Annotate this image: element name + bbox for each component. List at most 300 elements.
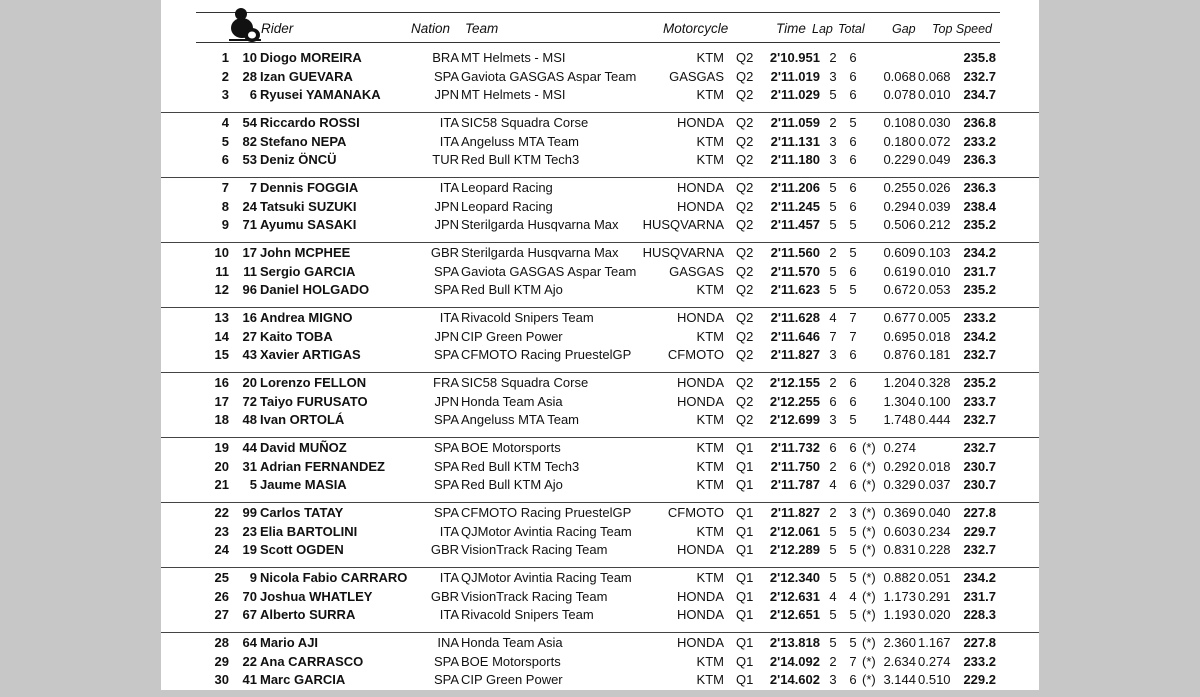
q1-marker: (*) xyxy=(862,440,876,455)
position: 22 xyxy=(214,505,229,520)
total-laps: 6 xyxy=(849,50,857,65)
nation: SPA xyxy=(433,440,459,455)
nation: SPA xyxy=(433,653,459,669)
best-lap: 5 xyxy=(829,607,837,622)
team-name: Gaviota GASGAS Aspar Team xyxy=(461,263,637,279)
lap-time: 2'14.092 xyxy=(769,653,820,669)
qualifying-session: Q1 xyxy=(736,570,754,585)
top-speed: 230.7 xyxy=(963,458,996,474)
gap-to-first: 0.255 xyxy=(883,180,916,195)
nation: JPN xyxy=(434,198,459,214)
row-group xyxy=(161,178,1039,243)
row-group xyxy=(161,48,1039,113)
motorcycle: CFMOTO xyxy=(667,505,724,520)
team-name: QJMotor Avintia Racing Team xyxy=(461,570,632,585)
table-row xyxy=(161,633,1039,652)
gap-to-first: 0.292 xyxy=(883,458,916,474)
row-group xyxy=(161,438,1039,503)
total-laps: 6 xyxy=(849,393,857,409)
nation: ITA xyxy=(439,133,459,149)
lap-time: 2'11.245 xyxy=(770,198,820,214)
qualifying-session: Q1 xyxy=(736,458,754,474)
rider-number: 44 xyxy=(242,440,257,455)
team-name: CIP Green Power xyxy=(461,672,563,687)
lap-time: 2'11.827 xyxy=(770,505,820,520)
lap-time: 2'11.787 xyxy=(770,477,820,492)
top-speed: 235.2 xyxy=(963,282,996,297)
best-lap: 4 xyxy=(829,310,837,325)
gap-to-first: 1.204 xyxy=(883,375,916,390)
team-name: Honda Team Asia xyxy=(461,635,563,650)
header-team: Team xyxy=(465,21,499,36)
rider-name: Izan GUEVARA xyxy=(260,68,353,84)
motorcycle: HONDA xyxy=(677,310,724,325)
gap-to-first: 0.695 xyxy=(883,328,916,344)
motorcycle: KTM xyxy=(696,440,724,455)
best-lap: 3 xyxy=(829,412,837,427)
row-group xyxy=(161,373,1039,438)
gap-to-first: 2.360 xyxy=(883,635,916,650)
rider-number: 22 xyxy=(242,653,257,669)
best-lap: 5 xyxy=(829,570,837,585)
rider-name: Ayumu SASAKI xyxy=(260,217,357,232)
table-row xyxy=(161,438,1039,457)
gap-to-first: 1.173 xyxy=(883,588,916,604)
table-row xyxy=(161,243,1039,262)
total-laps: 6 xyxy=(849,87,857,102)
total-laps: 5 xyxy=(849,607,857,622)
lap-time: 2'14.602 xyxy=(769,672,820,687)
lap-time: 2'12.651 xyxy=(769,607,820,622)
rider-name: Andrea MIGNO xyxy=(260,310,353,325)
rider-name: Sergio GARCIA xyxy=(260,263,356,279)
rider-name: Daniel HOLGADO xyxy=(260,282,370,297)
header-time: Time xyxy=(776,21,806,36)
gap-to-previous: 0.030 xyxy=(918,115,951,130)
gap-to-first: 0.619 xyxy=(883,263,916,279)
best-lap: 5 xyxy=(829,523,837,539)
rider-number: 53 xyxy=(242,152,257,167)
motorcycle: KTM xyxy=(696,477,724,492)
position: 14 xyxy=(214,328,229,344)
lap-time: 2'11.623 xyxy=(770,282,820,297)
best-lap: 6 xyxy=(829,440,837,455)
best-lap: 7 xyxy=(829,328,837,344)
table-row xyxy=(161,457,1039,476)
qualifying-session: Q2 xyxy=(736,328,754,344)
qualifying-session: Q2 xyxy=(736,347,754,362)
rider-number: 11 xyxy=(243,263,257,279)
gap-to-previous: 0.026 xyxy=(918,180,951,195)
rider-name: Marc GARCIA xyxy=(260,672,346,687)
lap-time: 2'11.131 xyxy=(770,133,820,149)
motorcycle: GASGAS xyxy=(669,263,724,279)
total-laps: 5 xyxy=(849,245,857,260)
q1-marker: (*) xyxy=(862,588,876,604)
motorcycle: KTM xyxy=(696,570,724,585)
table-row xyxy=(161,262,1039,281)
total-laps: 6 xyxy=(849,477,857,492)
table-row xyxy=(161,652,1039,671)
rider-number: 96 xyxy=(242,282,257,297)
q1-marker: (*) xyxy=(862,505,876,520)
qualifying-session: Q1 xyxy=(736,523,754,539)
table-row xyxy=(161,178,1039,197)
top-speed: 233.2 xyxy=(963,653,996,669)
lap-time: 2'12.631 xyxy=(769,588,820,604)
gap-to-previous: 0.274 xyxy=(918,653,951,669)
best-lap: 2 xyxy=(829,245,837,260)
rider-name: Nicola Fabio CARRARO xyxy=(260,570,408,585)
nation: SPA xyxy=(433,477,459,492)
nation: ITA xyxy=(439,115,459,130)
q1-marker: (*) xyxy=(862,458,876,474)
nation: SPA xyxy=(433,282,459,297)
position: 29 xyxy=(214,653,229,669)
motorcycle: HONDA xyxy=(677,180,724,195)
motorcycle: KTM xyxy=(696,458,724,474)
gap-to-previous: 0.020 xyxy=(918,607,951,622)
rider-name: Ivan ORTOLÁ xyxy=(260,412,345,427)
best-lap: 3 xyxy=(829,152,837,167)
team-name: SIC58 Squadra Corse xyxy=(461,115,589,130)
rider-name: Alberto SURRA xyxy=(260,607,356,622)
qualifying-session: Q2 xyxy=(736,310,754,325)
position: 20 xyxy=(214,458,229,474)
best-lap: 4 xyxy=(829,588,837,604)
total-laps: 6 xyxy=(849,180,857,195)
position: 4 xyxy=(221,115,229,130)
nation: ITA xyxy=(439,180,459,195)
q1-marker: (*) xyxy=(862,653,876,669)
motorcycle: HONDA xyxy=(677,607,724,622)
best-lap: 2 xyxy=(829,653,837,669)
position: 23 xyxy=(214,523,229,539)
rider-name: Taiyo FURUSATO xyxy=(260,393,368,409)
rider-number: 7 xyxy=(249,180,257,195)
q1-marker: (*) xyxy=(862,477,876,492)
gap-to-previous: 0.018 xyxy=(918,328,951,344)
team-name: VisionTrack Racing Team xyxy=(461,542,608,557)
motorcycle: HONDA xyxy=(677,393,724,409)
nation: JPN xyxy=(434,328,459,344)
gap-to-first: 0.506 xyxy=(883,217,916,232)
table-row xyxy=(161,587,1039,606)
team-name: CIP Green Power xyxy=(461,328,563,344)
gap-to-first: 1.304 xyxy=(883,393,916,409)
gap-to-first: 0.229 xyxy=(883,152,916,167)
rider-name: Joshua WHATLEY xyxy=(260,588,373,604)
rider-number: 24 xyxy=(242,198,257,214)
table-row xyxy=(161,150,1039,169)
qualifying-session: Q2 xyxy=(736,180,754,195)
rider-number: 43 xyxy=(242,347,257,362)
table-row xyxy=(161,345,1039,364)
gap-to-previous: 0.291 xyxy=(918,588,951,604)
motorcycle: KTM xyxy=(696,328,724,344)
rider-number: 72 xyxy=(242,393,257,409)
gap-to-previous: 1.167 xyxy=(918,635,951,650)
best-lap: 5 xyxy=(829,87,837,102)
qualifying-session: Q2 xyxy=(736,263,754,279)
gap-to-previous: 0.005 xyxy=(918,310,951,325)
top-speed: 235.8 xyxy=(963,50,996,65)
nation: ITA xyxy=(439,607,459,622)
team-name: Red Bull KTM Tech3 xyxy=(461,152,580,167)
nation: GBR xyxy=(430,542,459,557)
position: 9 xyxy=(221,217,229,232)
total-laps: 6 xyxy=(849,263,857,279)
gap-to-previous: 0.444 xyxy=(918,412,951,427)
total-laps: 6 xyxy=(849,375,857,390)
lap-time: 2'12.155 xyxy=(769,375,820,390)
lap-time: 2'11.827 xyxy=(770,347,820,362)
total-laps: 5 xyxy=(849,217,857,232)
qualifying-session: Q2 xyxy=(736,133,754,149)
best-lap: 4 xyxy=(829,477,837,492)
motorcycle: HUSQVARNA xyxy=(642,245,724,260)
rider-number: 27 xyxy=(242,328,257,344)
table-row xyxy=(161,308,1039,327)
qualifying-session: Q1 xyxy=(736,635,754,650)
top-speed: 228.3 xyxy=(963,607,996,622)
qualifying-session: Q2 xyxy=(736,152,754,167)
qualifying-session: Q2 xyxy=(736,282,754,297)
motorcycle: KTM xyxy=(696,152,724,167)
nation: SPA xyxy=(433,68,459,84)
position: 19 xyxy=(214,440,229,455)
rider-name: David MUÑOZ xyxy=(260,440,347,455)
position: 12 xyxy=(214,282,229,297)
rider-name: Diogo MOREIRA xyxy=(260,50,362,65)
team-name: Sterilgarda Husqvarna Max xyxy=(461,245,619,260)
lap-time: 2'11.457 xyxy=(770,217,820,232)
nation: ITA xyxy=(439,523,459,539)
gap-to-previous: 0.049 xyxy=(918,152,951,167)
gap-to-first: 0.882 xyxy=(883,570,916,585)
nation: BRA xyxy=(432,50,459,65)
rider-name: Tatsuki SUZUKI xyxy=(260,198,357,214)
position: 25 xyxy=(214,570,229,585)
nation: JPN xyxy=(434,87,459,102)
qualifying-session: Q2 xyxy=(736,87,754,102)
team-name: MT Helmets - MSI xyxy=(461,50,566,65)
team-name: Rivacold Snipers Team xyxy=(461,607,594,622)
top-speed: 227.8 xyxy=(963,505,996,520)
table-row xyxy=(161,197,1039,216)
qualifying-session: Q1 xyxy=(736,542,754,557)
position: 10 xyxy=(214,245,229,260)
gap-to-first: 0.677 xyxy=(883,310,916,325)
gap-to-previous: 0.040 xyxy=(918,505,951,520)
team-name: Honda Team Asia xyxy=(461,393,563,409)
motorcycle: HONDA xyxy=(677,588,724,604)
qualifying-session: Q1 xyxy=(736,505,754,520)
motorcycle: CFMOTO xyxy=(667,347,724,362)
rider-number: 16 xyxy=(242,310,257,325)
total-laps: 5 xyxy=(849,635,857,650)
header-top-rule xyxy=(196,12,1000,13)
q1-marker: (*) xyxy=(862,607,876,622)
nation: GBR xyxy=(430,588,459,604)
qualifying-session: Q2 xyxy=(736,50,754,65)
qualifying-session: Q2 xyxy=(736,68,754,84)
nation: FRA xyxy=(433,375,459,390)
table-row xyxy=(161,280,1039,299)
lap-time: 2'12.699 xyxy=(769,412,820,427)
total-laps: 6 xyxy=(849,133,857,149)
total-laps: 6 xyxy=(849,68,857,84)
lap-time: 2'12.289 xyxy=(769,542,820,557)
top-speed: 236.3 xyxy=(963,152,996,167)
position: 30 xyxy=(214,672,229,687)
motorcycle: HUSQVARNA xyxy=(642,217,724,232)
qualifying-session: Q2 xyxy=(736,393,754,409)
position: 15 xyxy=(214,347,229,362)
rider-number: 5 xyxy=(249,477,257,492)
position: 7 xyxy=(221,180,229,195)
nation: ITA xyxy=(439,310,459,325)
gap-to-first: 0.068 xyxy=(883,68,916,84)
rider-name: Kaito TOBA xyxy=(260,328,333,344)
total-laps: 6 xyxy=(849,198,857,214)
gap-to-first: 0.329 xyxy=(883,477,916,492)
total-laps: 6 xyxy=(849,672,857,687)
gap-to-first: 0.369 xyxy=(883,505,916,520)
gap-to-previous: 0.100 xyxy=(918,393,951,409)
rider-number: 17 xyxy=(242,245,257,260)
position: 28 xyxy=(214,635,229,650)
position: 24 xyxy=(214,542,229,557)
gap-to-first: 1.748 xyxy=(883,412,916,427)
team-name: Angeluss MTA Team xyxy=(461,412,580,427)
top-speed: 234.7 xyxy=(963,87,996,102)
nation: INA xyxy=(437,635,459,650)
nation: ITA xyxy=(439,570,459,585)
motorcycle: KTM xyxy=(696,282,724,297)
gap-to-first: 0.294 xyxy=(883,198,916,214)
top-speed: 233.2 xyxy=(963,133,996,149)
team-name: Angeluss MTA Team xyxy=(461,133,580,149)
qualifying-session: Q1 xyxy=(736,477,754,492)
motorcycle: KTM xyxy=(696,87,724,102)
best-lap: 2 xyxy=(829,375,837,390)
rider-number: 99 xyxy=(242,505,257,520)
q1-marker: (*) xyxy=(862,570,876,585)
lap-time: 2'10.951 xyxy=(769,50,820,65)
header-gap: Gap xyxy=(892,22,916,36)
team-name: Leopard Racing xyxy=(461,180,553,195)
team-name: Leopard Racing xyxy=(461,198,553,214)
rider-name: Xavier ARTIGAS xyxy=(260,347,361,362)
nation: SPA xyxy=(433,347,459,362)
lap-time: 2'11.646 xyxy=(770,328,820,344)
gap-to-first: 0.831 xyxy=(883,542,916,557)
total-laps: 6 xyxy=(849,152,857,167)
rider-name: Riccardo ROSSI xyxy=(260,115,360,130)
team-name: CFMOTO Racing PruestelGP xyxy=(461,505,632,520)
top-speed: 232.7 xyxy=(963,440,996,455)
gap-to-first: 0.108 xyxy=(883,115,916,130)
team-name: Gaviota GASGAS Aspar Team xyxy=(461,68,637,84)
best-lap: 3 xyxy=(829,68,837,84)
nation: SPA xyxy=(433,412,459,427)
rider-name: Jaume MASIA xyxy=(260,477,347,492)
best-lap: 3 xyxy=(829,133,837,149)
team-name: QJMotor Avintia Racing Team xyxy=(461,523,632,539)
rider-number: 9 xyxy=(249,570,257,585)
rider-name: Elia BARTOLINI xyxy=(260,523,358,539)
position: 17 xyxy=(214,393,229,409)
qualifying-session: Q1 xyxy=(736,440,754,455)
row-group xyxy=(161,308,1039,373)
top-speed: 233.2 xyxy=(963,310,996,325)
top-speed: 234.2 xyxy=(963,328,996,344)
team-name: MT Helmets - MSI xyxy=(461,87,566,102)
gap-to-first: 0.180 xyxy=(883,133,916,149)
gap-to-previous: 0.328 xyxy=(918,375,951,390)
table-row xyxy=(161,503,1039,522)
position: 26 xyxy=(214,588,229,604)
lap-time: 2'11.560 xyxy=(770,245,820,260)
best-lap: 2 xyxy=(829,50,837,65)
nation: SPA xyxy=(433,458,459,474)
best-lap: 5 xyxy=(829,635,837,650)
table-row xyxy=(161,67,1039,86)
rider-number: 10 xyxy=(242,50,257,65)
top-speed: 238.4 xyxy=(963,198,996,214)
motorcycle: KTM xyxy=(696,412,724,427)
top-speed: 227.8 xyxy=(963,635,996,650)
rider-number: 31 xyxy=(242,458,257,474)
total-laps: 6 xyxy=(849,347,857,362)
rider-name: Mario AJI xyxy=(260,635,319,650)
gap-to-first: 0.672 xyxy=(883,282,916,297)
position: 27 xyxy=(214,607,229,622)
total-laps: 6 xyxy=(849,440,857,455)
gap-to-first: 0.078 xyxy=(883,87,916,102)
gap-to-previous: 0.228 xyxy=(918,542,951,557)
top-speed: 229.7 xyxy=(963,523,996,539)
qualifying-session: Q1 xyxy=(736,607,754,622)
lap-time: 2'11.750 xyxy=(770,458,820,474)
top-speed: 235.2 xyxy=(963,375,996,390)
gap-to-previous: 0.181 xyxy=(918,347,951,362)
best-lap: 3 xyxy=(829,347,837,362)
total-laps: 7 xyxy=(849,328,857,344)
table-row xyxy=(161,605,1039,624)
gap-to-first: 1.193 xyxy=(883,607,916,622)
rider-name: Lorenzo FELLON xyxy=(260,375,367,390)
header-top-speed: Top Speed xyxy=(932,22,993,36)
lap-time: 2'11.019 xyxy=(770,68,820,84)
top-speed: 236.8 xyxy=(963,115,996,130)
total-laps: 5 xyxy=(849,542,857,557)
qualifying-session: Q2 xyxy=(736,412,754,427)
gap-to-previous: 0.018 xyxy=(918,458,951,474)
table-row xyxy=(161,113,1039,132)
rider-number: 23 xyxy=(242,523,257,539)
row-group xyxy=(161,503,1039,568)
total-laps: 4 xyxy=(849,588,857,604)
table-row xyxy=(161,392,1039,411)
table-row xyxy=(161,522,1039,541)
table-row xyxy=(161,373,1039,392)
best-lap: 6 xyxy=(829,393,837,409)
motorcycle: KTM xyxy=(696,523,724,539)
total-laps: 5 xyxy=(849,523,857,539)
nation: JPN xyxy=(434,217,459,232)
